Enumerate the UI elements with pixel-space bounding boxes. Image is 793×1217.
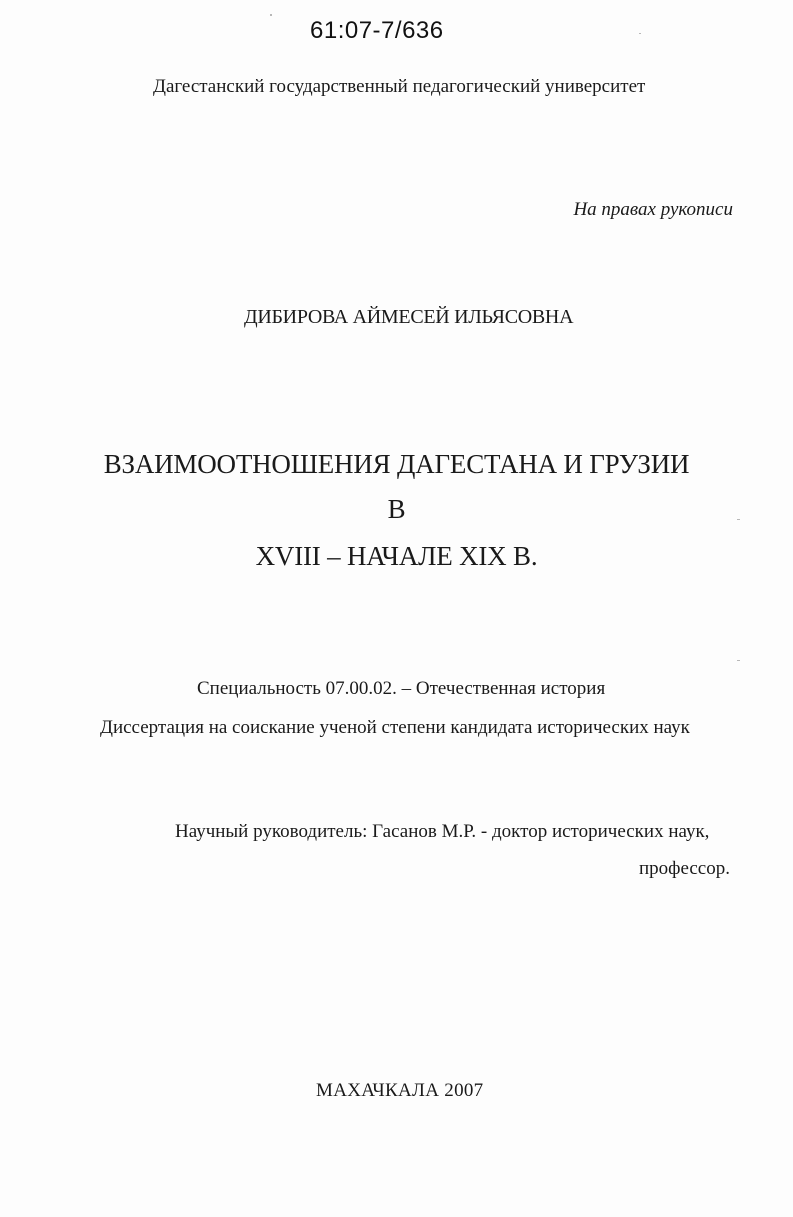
- scan-speck: [639, 33, 641, 34]
- degree-line: Диссертация на соискание ученой степени кандидата исторических наук: [100, 717, 690, 738]
- title-line-3: XVIII – НАЧАЛЕ XIX В.: [255, 541, 538, 571]
- city-year: МАХАЧКАЛА 2007: [316, 1080, 484, 1101]
- manuscript-note: На правах рукописи: [573, 199, 733, 220]
- scan-speck: [270, 14, 272, 16]
- title-line-1: ВЗАИМООТНОШЕНИЯ ДАГЕСТАНА И ГРУЗИИ: [103, 449, 690, 479]
- advisor-line: Научный руководитель: Гасанов М.Р. - доктор исторических наук,: [175, 821, 710, 842]
- title-line-2: В: [387, 494, 406, 524]
- advisor-title-line: профессор.: [638, 858, 730, 879]
- specialty-line: Специальность 07.00.02. – Отечественная история: [197, 678, 606, 699]
- scan-speck: [737, 519, 740, 520]
- author-name: ДИБИРОВА АЙМЕСЕЙ ИЛЬЯСОВНА: [244, 306, 574, 328]
- university-name: Дагестанский государственный педагогический университет: [153, 76, 646, 97]
- catalog-number: 61:07-7/636: [310, 17, 444, 44]
- scan-speck: [737, 660, 740, 661]
